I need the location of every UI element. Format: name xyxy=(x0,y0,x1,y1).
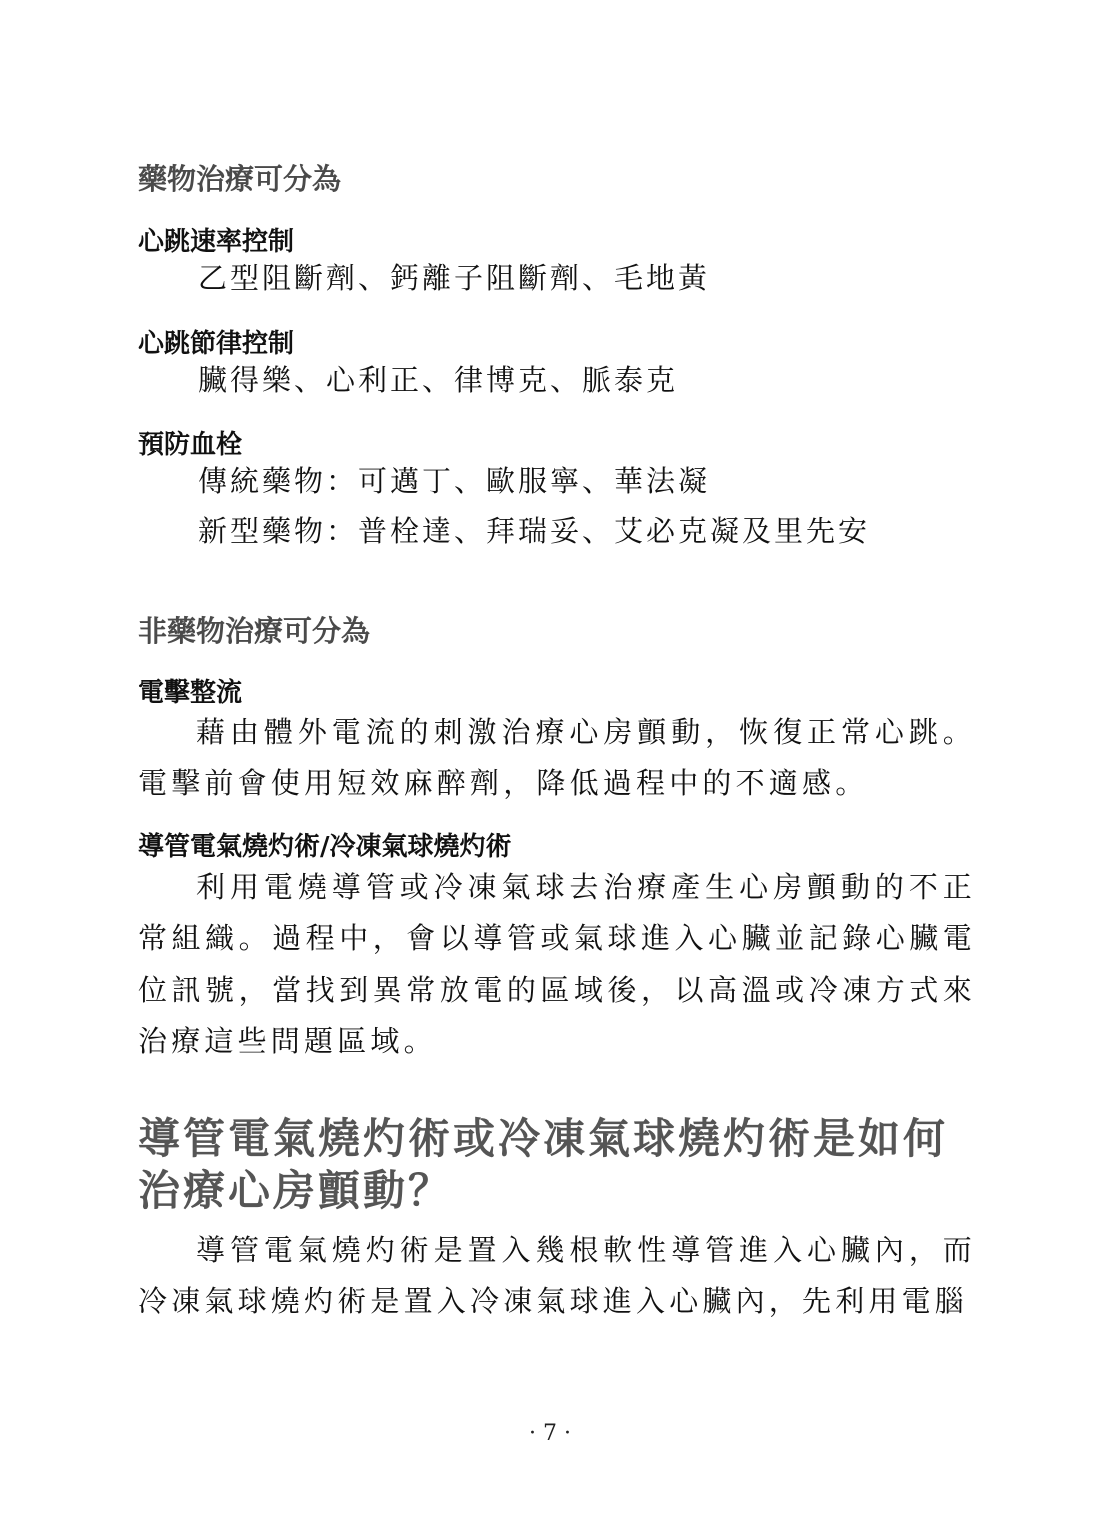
subhead-thrombosis-prevention: 預防血栓 xyxy=(138,430,243,460)
question-answer: 導管電氣燒灼術是置入幾根軟性導管進入心臟內，而冷凍氣球燒灼術是置入冷凍氣球進入心臟內，先利用電腦 xyxy=(138,1233,976,1319)
ablation-description: 利用電燒導管或冷凍氣球去治療產生心房顫動的不正常組織。過程中，會以導管或氣球進入心臟並記錄心臟電位訊號，當找到異常放電的區域後，以高溫或冷凍方式來治療這些問題區域。 xyxy=(138,870,976,1058)
subhead-rhythm-control: 心跳節律控制 xyxy=(138,329,295,359)
non-drug-section-title: 非藥物治療可分為 xyxy=(138,614,371,648)
rate-control-drugs: 乙型阻斷劑、鈣離子阻斷劑、毛地黃 xyxy=(198,261,711,295)
new-anticoagulants: 新型藥物：普栓達、拜瑞妥、艾必克凝及里先安 xyxy=(198,514,871,548)
drug-section-title: 藥物治療可分為 xyxy=(138,162,342,196)
rhythm-control-drugs: 臟得樂、心利正、律博克、脈泰克 xyxy=(198,363,679,397)
page-number: · 7 · xyxy=(529,1421,571,1446)
subhead-cardioversion: 電擊整流 xyxy=(138,678,243,708)
subhead-rate-control: 心跳速率控制 xyxy=(138,227,295,257)
traditional-anticoagulants: 傳統藥物：可邁丁、歐服寧、華法凝 xyxy=(198,464,711,498)
cardioversion-description: 藉由體外電流的刺激治療心房顫動，恢復正常心跳。電擊前會使用短效麻醉劑，降低過程中的不適感。 xyxy=(138,715,976,801)
subhead-ablation: 導管電氣燒灼術/冷凍氣球燒灼術 xyxy=(138,832,512,862)
question-heading: 導管電氣燒灼術或冷凍氣球燒灼術是如何治療心房顫動？ xyxy=(138,1114,949,1215)
